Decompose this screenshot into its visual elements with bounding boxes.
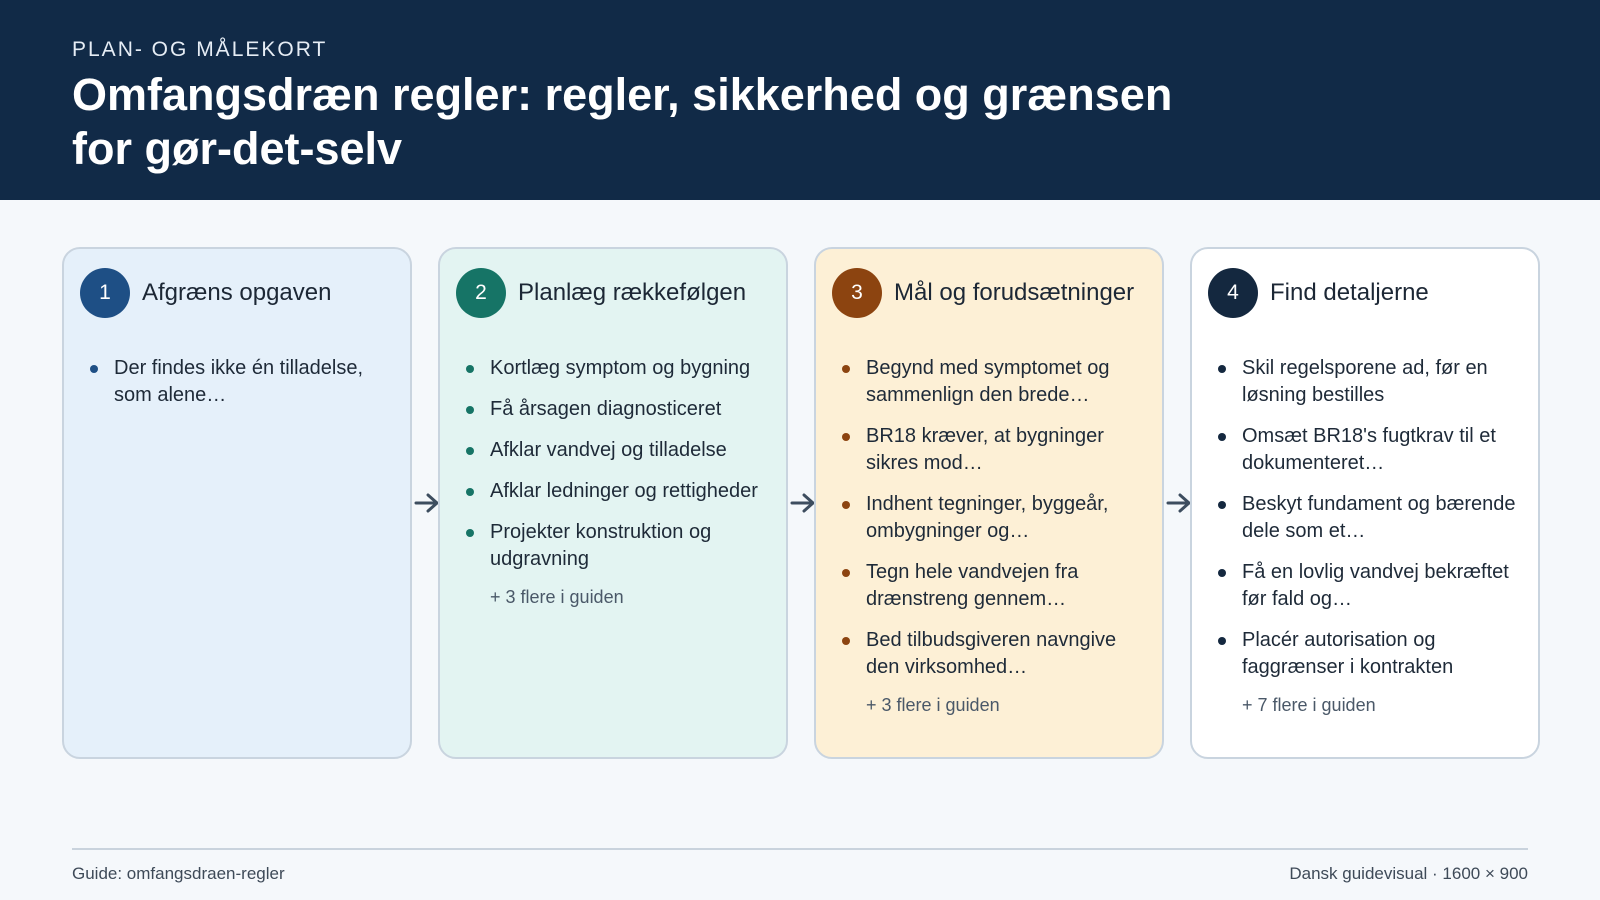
more-in-guide-link[interactable]: + 3 flere i guiden xyxy=(866,695,1000,715)
bullet-dot-icon xyxy=(1218,433,1226,441)
list-item-text: Skil regelsporene ad, før en løsning bestilles xyxy=(1242,357,1488,406)
eyebrow-label: PLAN- OG MÅLEKORT xyxy=(72,38,328,61)
step-title: Mål og forudsætninger xyxy=(894,279,1135,306)
list-item xyxy=(90,355,392,409)
bullet-dot-icon xyxy=(842,637,850,645)
list-item xyxy=(1218,491,1520,545)
bullet-dot-icon xyxy=(466,529,474,537)
step-number-badge: 1 xyxy=(80,268,130,318)
list-item-text: Begynd med symptomet og sammenlign den brede… xyxy=(866,357,1110,406)
list-item xyxy=(842,355,1144,409)
step-number-badge: 2 xyxy=(456,268,506,318)
bullet-dot-icon xyxy=(90,365,98,373)
step-card-header xyxy=(1208,267,1520,319)
bullet-dot-icon xyxy=(842,501,850,509)
list-item xyxy=(842,423,1144,477)
bullet-dot-icon xyxy=(466,447,474,455)
header-banner xyxy=(0,0,1600,200)
list-item-text: Der findes ikke én tilladelse, som alene… xyxy=(114,357,364,406)
bullet-dot-icon xyxy=(466,406,474,414)
list-item-text: Afklar ledninger og rettigheder xyxy=(490,480,758,502)
bullet-dot-icon xyxy=(466,488,474,496)
step-card-1 xyxy=(62,247,412,759)
list-item xyxy=(466,396,768,423)
step-items-list xyxy=(1208,355,1520,681)
step-card-4 xyxy=(1190,247,1540,759)
step-number-badge: 3 xyxy=(832,268,882,318)
list-item-text: Placér autorisation og faggrænser i kontrakten xyxy=(1242,629,1454,678)
step-items-list xyxy=(832,355,1144,681)
list-item-text: Kortlæg symptom og bygning xyxy=(490,357,751,379)
bullet-dot-icon xyxy=(1218,365,1226,373)
bullet-dot-icon xyxy=(466,365,474,373)
list-item xyxy=(1218,627,1520,681)
step-title: Afgræns opgaven xyxy=(142,279,332,306)
list-item-text: Få en lovlig vandvej bekræftet før fald og… xyxy=(1242,561,1509,610)
list-item-text: Få årsagen diagnosticeret xyxy=(490,398,722,420)
list-item-text: Tegn hele vandvejen fra drænstreng gennem… xyxy=(866,561,1079,610)
list-item xyxy=(466,519,768,573)
footer-divider xyxy=(72,848,1528,850)
arrow-right-icon xyxy=(1165,491,1193,515)
step-card-header xyxy=(456,267,768,319)
step-title: Planlæg rækkefølgen xyxy=(518,279,747,306)
bullet-dot-icon xyxy=(1218,637,1226,645)
list-item xyxy=(1218,423,1520,477)
more-in-guide-link[interactable]: + 7 flere i guiden xyxy=(1242,695,1376,715)
list-item xyxy=(842,491,1144,545)
list-item-text: Beskyt fundament og bærende dele som et… xyxy=(1242,493,1516,542)
list-item xyxy=(466,437,768,464)
bullet-dot-icon xyxy=(842,365,850,373)
arrow-right-icon xyxy=(789,491,817,515)
list-item xyxy=(842,559,1144,613)
bullet-dot-icon xyxy=(842,569,850,577)
arrow-right-icon xyxy=(413,491,441,515)
step-card-2 xyxy=(438,247,788,759)
step-items-list xyxy=(80,355,392,409)
list-item xyxy=(842,627,1144,681)
page-title: Omfangsdræn regler: regler, sikkerhed og grænsen for gør-det-selv xyxy=(72,69,1173,174)
list-item-text: Indhent tegninger, byggeår, ombygninger og… xyxy=(866,493,1109,542)
step-number-badge: 4 xyxy=(1208,268,1258,318)
step-title: Find detaljerne xyxy=(1270,279,1429,306)
list-item xyxy=(466,478,768,505)
list-item-text: Bed tilbudsgiveren navngive den virksomhed… xyxy=(866,629,1117,678)
bullet-dot-icon xyxy=(1218,569,1226,577)
bullet-dot-icon xyxy=(842,433,850,441)
footer-guide-slug: Guide: omfangsdraen-regler xyxy=(72,864,285,883)
list-item xyxy=(466,355,768,382)
list-item-text: Projekter konstruktion og udgravning xyxy=(490,521,712,570)
list-item-text: Afklar vandvej og tilladelse xyxy=(490,439,727,461)
list-item-text: BR18 kræver, at bygninger sikres mod… xyxy=(866,425,1104,474)
list-item-text: Omsæt BR18's fugtkrav til et dokumenteret… xyxy=(1242,425,1496,474)
more-in-guide-link[interactable]: + 3 flere i guiden xyxy=(490,587,624,607)
bullet-dot-icon xyxy=(1218,501,1226,509)
step-items-list xyxy=(456,355,768,573)
step-card-header xyxy=(832,267,1144,319)
list-item xyxy=(1218,355,1520,409)
step-card-header xyxy=(80,267,392,319)
list-item xyxy=(1218,559,1520,613)
step-card-3 xyxy=(814,247,1164,759)
footer-visual-info: Dansk guidevisual · 1600 × 900 xyxy=(1289,864,1528,883)
